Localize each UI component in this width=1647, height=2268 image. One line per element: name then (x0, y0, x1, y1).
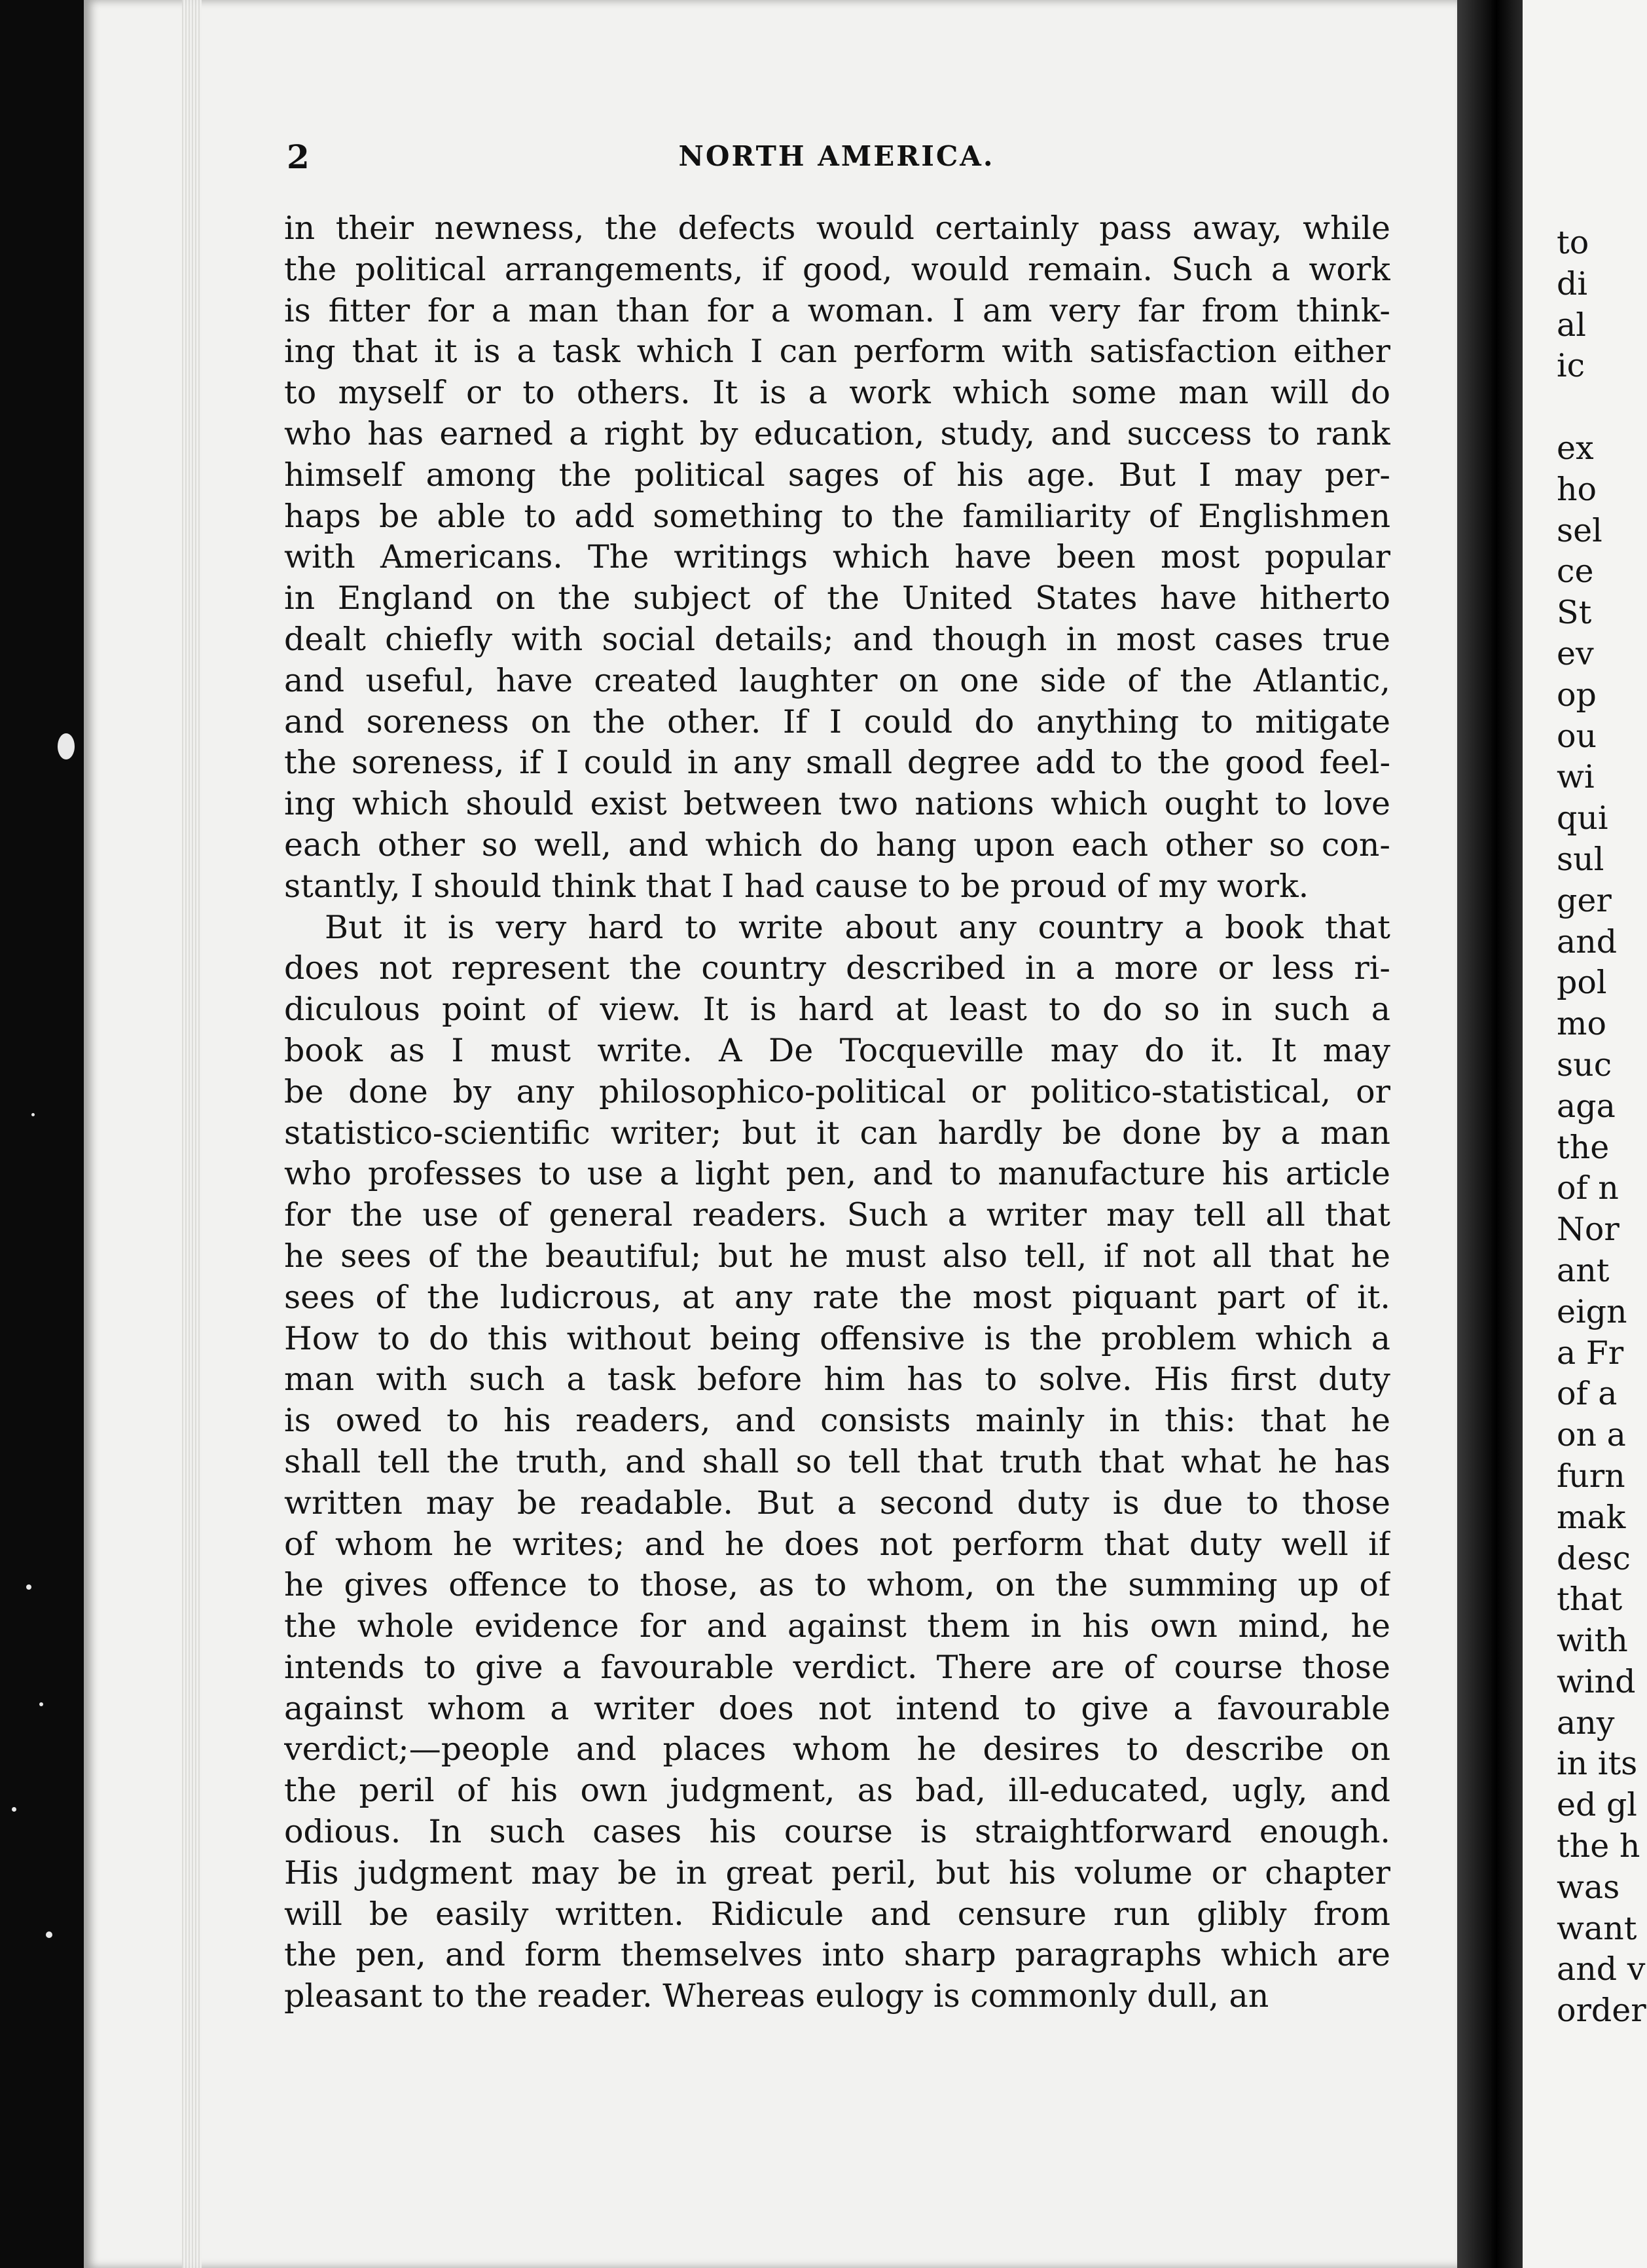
facing-page-fragment: qui (1557, 799, 1608, 837)
facing-page-fragment: ant (1557, 1251, 1610, 1289)
dust-speck (39, 1702, 43, 1706)
text-line: with Americans. The writings which have been most popular (284, 538, 1390, 576)
text-line: statistico-scientific writer; but it can hardly be done by a man (284, 1114, 1390, 1152)
text-line: But it is very hard to write about any country a book that (325, 908, 1390, 946)
facing-page-fragment: mo (1557, 1005, 1606, 1043)
text-line: odious. In such cases his course is straightforward enough. (284, 1813, 1390, 1851)
facing-page-fragment: al (1557, 306, 1586, 344)
text-line: does not represent the country described in a more or less ri- (284, 949, 1390, 987)
text-line: will be easily written. Ridicule and censure run glibly from (284, 1895, 1390, 1933)
facing-page-fragment: and (1557, 923, 1618, 960)
text-line: himself among the political sages of his age. But I may per- (284, 456, 1390, 494)
facing-page-fragment: di (1557, 265, 1588, 302)
text-line: to myself or to others. It is a work which some man will do (284, 374, 1390, 412)
facing-page-fragment: a Fr (1557, 1334, 1624, 1372)
text-line: pleasant to the reader. Whereas eulogy is commonly dull, an (284, 1977, 1269, 2015)
facing-page-fragment: St (1557, 594, 1592, 632)
text-line: His judgment may be in great peril, but his volume or chapter (284, 1854, 1390, 1892)
text-line: be done by any philosophico-political or politico-statistical, or (284, 1072, 1390, 1110)
text-line: in their newness, the defects would certainly pass away, while (284, 210, 1390, 247)
text-line: is fitter for a man than for a woman. I am very far from think- (284, 291, 1390, 329)
text-line: is owed to his readers, and consists mainly in this: that he (284, 1402, 1390, 1440)
facing-page-fragment: ce (1557, 553, 1594, 591)
facing-page-fragment: and v (1557, 1950, 1646, 1988)
text-line: who professes to use a light pen, and to manufacture his article (284, 1155, 1390, 1193)
dust-speck (26, 1584, 31, 1590)
text-line: book as I must write. A De Tocqueville may do it. It may (284, 1031, 1390, 1069)
text-line: the pen, and form themselves into sharp paragraphs which are (284, 1936, 1390, 1974)
facing-page-fragment: ger (1557, 881, 1612, 919)
facing-page-fragment: wi (1557, 758, 1595, 796)
facing-page-fragment: ho (1557, 470, 1597, 508)
text-line: dealt chiefly with social details; and though in most cases true (284, 620, 1390, 658)
dust-speck (12, 1807, 16, 1812)
facing-page-text (1557, 223, 1647, 2032)
book-gutter (1457, 0, 1523, 2268)
text-line: haps be able to add something to the familiarity of Englishmen (284, 497, 1390, 535)
text-line: intends to give a favourable verdict. There are of course those (284, 1648, 1390, 1686)
facing-page-fragment: pol (1557, 964, 1607, 1002)
facing-page-fragment: that (1557, 1581, 1623, 1619)
text-line: ing which should exist between two nations which ought to love (284, 785, 1390, 823)
facing-page-fragment: furn (1557, 1457, 1625, 1495)
facing-page-fragment: sul (1557, 840, 1604, 878)
dust-speck (58, 733, 75, 759)
facing-page-fragment: suc (1557, 1046, 1612, 1084)
text-line: for the use of general readers. Such a writer may tell all that (284, 1196, 1390, 1234)
facing-page-fragment: of a (1557, 1375, 1618, 1413)
text-line: the soreness, if I could in any small degree add to the good feel- (284, 744, 1390, 782)
body-text (284, 208, 1390, 2017)
text-line: shall tell the truth, and shall so tell that truth that what he has (284, 1442, 1390, 1480)
text-line: How to do this without being offensive is the problem which a (284, 1319, 1390, 1357)
facing-page-fragment: sel (1557, 511, 1602, 549)
page-number: 2 (287, 137, 310, 176)
facing-page-fragment: wind (1557, 1662, 1636, 1700)
text-line: stantly, I should think that I had cause to be proud of my work. (284, 867, 1309, 905)
facing-page-fragment (1557, 387, 1647, 428)
text-line: written may be readable. But a second duty is due to those (284, 1484, 1390, 1522)
text-line: each other so well, and which do hang upon each other so con- (284, 826, 1390, 864)
facing-page-fragment: ic (1557, 347, 1585, 385)
facing-page-fragment: the (1557, 1128, 1610, 1166)
text-line: he sees of the beautiful; but he must also tell, if not all that he (284, 1237, 1390, 1275)
text-line: he gives offence to those, as to whom, on the summing up of (284, 1566, 1390, 1604)
facing-page-fragment: op (1557, 676, 1597, 714)
facing-page-fragment: in its (1557, 1745, 1638, 1783)
text-line: of whom he writes; and he does not perform that duty well if (284, 1525, 1390, 1563)
text-line: the peril of his own judgment, as bad, ill-educated, ugly, and (284, 1772, 1390, 1810)
facing-page-fragment: order (1557, 1992, 1646, 2030)
facing-page-fragment: desc (1557, 1539, 1631, 1577)
facing-page-fragment: eign (1557, 1292, 1627, 1330)
text-line: ing that it is a task which I can perform with satisfaction either (284, 333, 1390, 371)
facing-page-fragment: mak (1557, 1498, 1626, 1536)
text-line: and useful, have created laughter on one side of the Atlantic, (284, 661, 1390, 699)
text-line: man with such a task before him has to solve. His first duty (284, 1361, 1390, 1399)
text-line: verdict;—people and places whom he desires to describe on (284, 1730, 1390, 1768)
text-line: and soreness on the other. If I could do anything to mitigate (284, 703, 1390, 741)
facing-page-fragment: the h (1557, 1827, 1640, 1865)
text-line: sees of the ludicrous, at any rate the most piquant part of it. (284, 1278, 1390, 1316)
text-line: in England on the subject of the United States have hitherto (284, 579, 1390, 617)
running-head: NORTH AMERICA. (678, 140, 995, 172)
facing-page-fragment: on a (1557, 1416, 1626, 1454)
dust-speck (31, 1113, 35, 1116)
facing-page-fragment: ou (1557, 717, 1597, 755)
dust-speck (46, 1931, 52, 1938)
page-header (280, 137, 1393, 190)
text-line: against whom a writer does not intend to give a favourable (284, 1689, 1390, 1727)
facing-page-fragment: ev (1557, 634, 1594, 672)
text-line: the political arrangements, if good, would remain. Such a work (284, 250, 1390, 288)
text-line: diculous point of view. It is hard at least to do so in such a (284, 991, 1390, 1029)
text-line: the whole evidence for and against them in his own mind, he (284, 1607, 1390, 1645)
page-edge (182, 0, 202, 2268)
facing-page-fragment: was (1557, 1868, 1620, 1906)
facing-page-fragment: Nor (1557, 1211, 1620, 1249)
facing-page-fragment: any (1557, 1704, 1615, 1742)
facing-page-fragment: ed gl (1557, 1786, 1637, 1824)
facing-page-fragment: with (1557, 1622, 1628, 1660)
text-line: who has earned a right by education, study, and success to rank (284, 414, 1390, 452)
facing-page-fragment: want (1557, 1909, 1637, 1947)
facing-page-fragment: to (1557, 224, 1589, 261)
facing-page-fragment: aga (1557, 1087, 1616, 1125)
facing-page-fragment: of n (1557, 1169, 1619, 1207)
facing-page-fragment: ex (1557, 429, 1594, 467)
